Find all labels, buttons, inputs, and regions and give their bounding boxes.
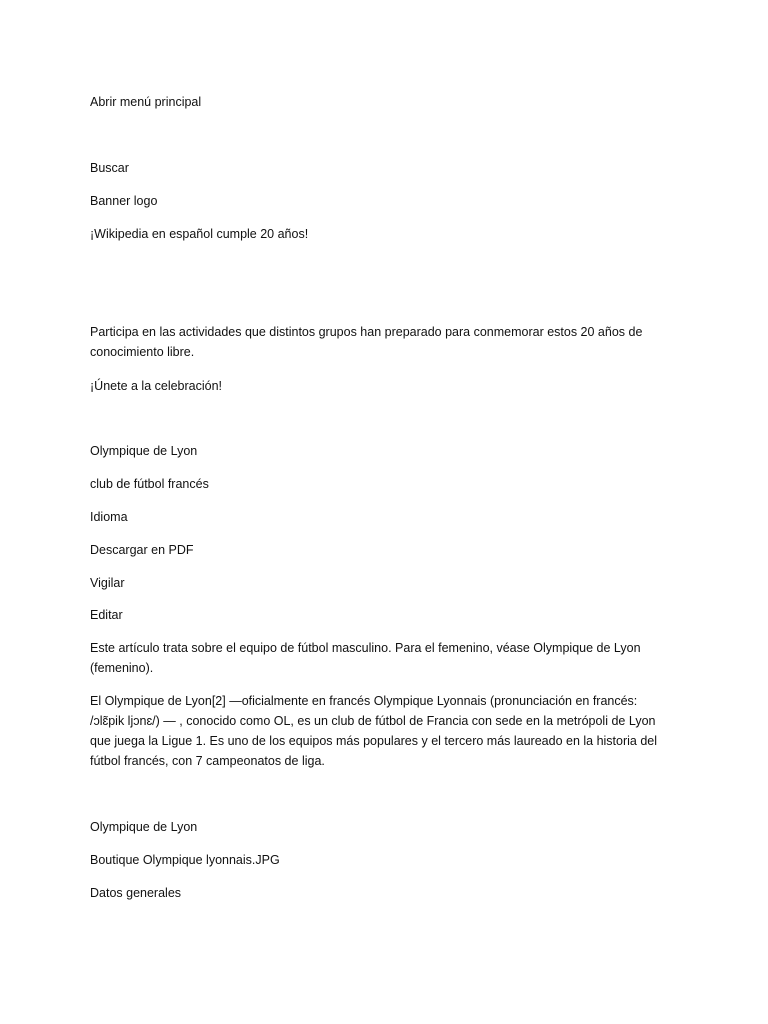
intro-line-1: El Olympique de Lyon[2] —oficialmente en francés Olympique Lyonnais (pronunciación en francés: [90,694,638,708]
participate-paragraph [90,322,670,362]
hatnote-line-2: (femenino). [90,661,154,675]
open-main-menu-link[interactable]: Abrir menú principal [90,95,202,109]
page-title: Olympique de Lyon [90,444,198,458]
search-link[interactable]: Buscar [90,161,129,175]
anniversary-heading: ¡Wikipedia en español cumple 20 años! [90,227,309,241]
infobox-image-caption[interactable]: Boutique Olympique lyonnais.JPG [90,853,280,867]
intro-line-3: que juega la Ligue 1. Es uno de los equipos más populares y el tercero más laureado en la historia del [90,734,658,748]
intro-line-2: /ɔlɛ̃pik ljɔnɛ/) — , conocido como OL, es un club de fútbol de Francia con sede en la metrópoli de Lyon [90,714,656,728]
banner-logo-text: Banner logo [90,194,158,208]
language-link[interactable]: Idioma [90,510,128,524]
download-pdf-link[interactable]: Descargar en PDF [90,543,194,557]
hatnote-line-1: Este artículo trata sobre el equipo de fútbol masculino. Para el femenino, véase Olympique de Lyon [90,641,641,655]
edit-link[interactable]: Editar [90,608,123,622]
join-celebration-link[interactable]: ¡Únete a la celebración! [90,379,223,393]
page-subtitle: club de fútbol francés [90,477,209,491]
hatnote-paragraph [90,638,670,678]
infobox-title: Olympique de Lyon [90,820,198,834]
watch-link[interactable]: Vigilar [90,576,125,590]
participate-line-1: Participa en las actividades que distintos grupos han preparado para conmemorar estos 20 años de [90,325,643,339]
general-data-heading: Datos generales [90,886,182,900]
intro-paragraph [90,691,670,771]
intro-line-4: fútbol francés, con 7 campeonatos de liga. [90,754,325,768]
participate-line-2: conocimiento libre. [90,345,195,359]
